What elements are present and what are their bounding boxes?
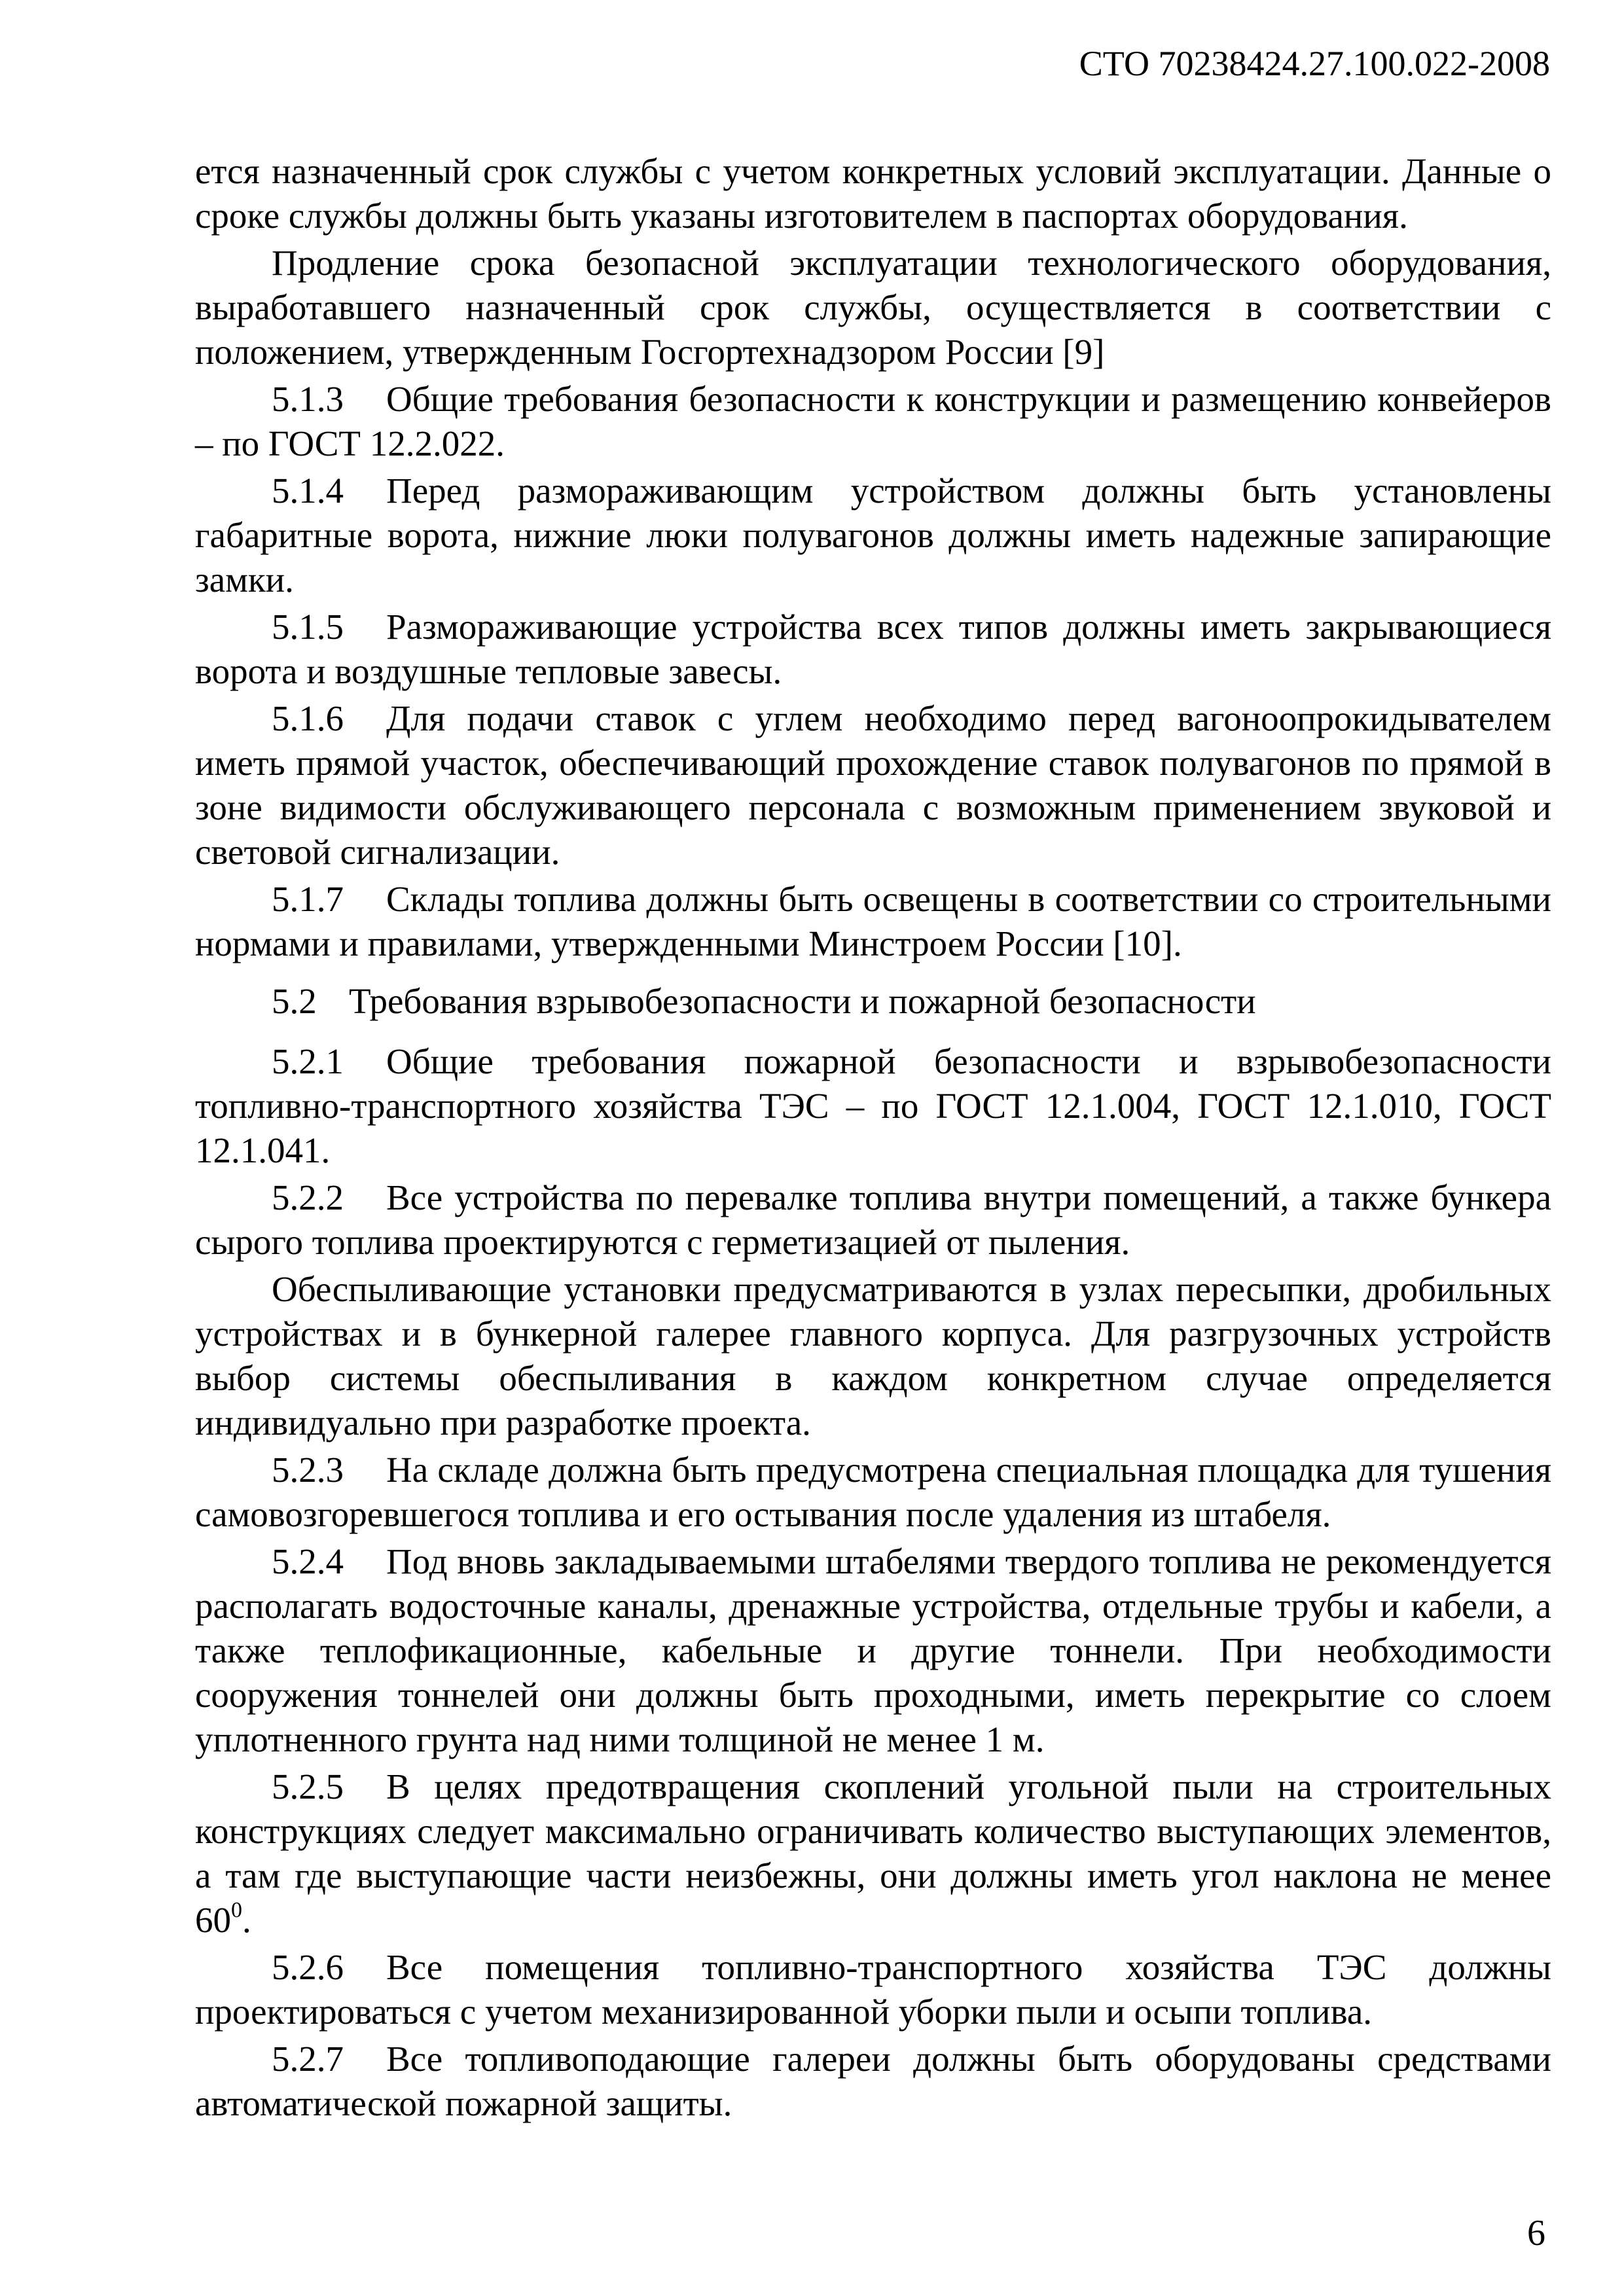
clause-text: Перед размораживающим устройством должны быть установлены габаритные ворота, нижние люки полувагонов должны иметь надежные запирающие замки. [195,471,1551,600]
clause-number: 5.1.6 [272,698,344,738]
clause-5-2-2 [195,1175,1551,1265]
clause-5-1-6 [195,696,1551,874]
clause-5-2-3 [195,1448,1551,1537]
clause-5-1-3 [195,377,1551,466]
clause-number: 5.1.7 [272,879,344,919]
clause-text: В целях предотвращения скоплений угольной пыли на строительных конструкциях следует максимально ограничивать количество выступающих элементов, а там где выступающие части неизбежны, они должны иметь угол наклона не менее 60 [195,1767,1551,1940]
page-number: 6 [1527,2213,1545,2253]
clause-number: 5.2.1 [272,1041,344,1081]
clause-text: Все топливоподающие галереи должны быть оборудованы средствами автоматической пожарной защиты. [195,2039,1551,2123]
section-number: 5.2 [272,981,317,1021]
clause-5-2-5 [195,1765,1551,1943]
clause-5-1-4 [195,469,1551,602]
document-body [195,149,1551,2128]
clause-text-tail: . [242,1900,251,1940]
clause-text: Размораживающие устройства всех типов должны иметь закрывающиеся ворота и воздушные тепловые завесы. [195,607,1551,691]
clause-5-1-7 [195,877,1551,966]
clause-text: Общие требования безопасности к конструкции и размещению конвейеров – по ГОСТ 12.2.022. [195,379,1551,463]
clause-text: На складе должна быть предусмотрена специальная площадка для тушения самовозгоревшегося топлива и его остывания после удаления из штабеля. [195,1450,1551,1534]
clause-text: Все устройства по перевалке топлива внутри помещений, а также бункера сырого топлива проектируются с герметизацией от пыления. [195,1177,1551,1262]
clause-5-2-7 [195,2037,1551,2126]
clause-5-1-5 [195,605,1551,694]
section-heading-5-2 [195,979,1551,1024]
clause-number: 5.2.5 [272,1767,344,1806]
clause-number: 5.1.5 [272,607,344,647]
clause-number: 5.2.4 [272,1541,344,1581]
degree-superscript: 0 [231,1897,242,1922]
clause-text: Все помещения топливно-транспортного хозяйства ТЭС должны проектироваться с учетом механизированной уборки пыли и осыпи топлива. [195,1947,1551,2032]
clause-5-2-6 [195,1945,1551,2034]
paragraph-continuation: ется назначенный срок службы с учетом конкретных условий эксплуатации. Данные о сроке службы должны быть указаны изготовителем в паспортах оборудования. [195,151,1551,236]
clause-number: 5.2.6 [272,1947,344,1987]
paragraph-dedusting: Обеспыливающие установки предусматриваются в узлах пересыпки, дробильных устройствах и в бункерной галерее главного корпуса. Для разгрузочных устройств выбор системы обеспыливания в каждом конкретном случае определяется индивидуально при разработке проекта. [195,1269,1551,1443]
clause-text: Под вновь закладываемыми штабелями твердого топлива не рекомендуется располагать водосточные каналы, дренажные устройства, отдельные трубы и кабели, а также теплофикационные, кабельные и другие тоннели. При необходимости сооружения тоннелей они должны быть проходными, иметь перекрытие со слоем уплотненного грунта над ними толщиной не менее 1 м. [195,1541,1551,1759]
paragraph-service-life-extension: Продление срока безопасной эксплуатации технологического оборудования, выработавшего назначенный срок службы, осуществляется в соответствии с положением, утвержденным Госгортехнадзором России [9] [195,243,1551,372]
clause-5-2-1 [195,1039,1551,1173]
clause-text: Склады топлива должны быть освещены в соответствии со строительными нормами и правилами, утвержденными Минстроем России [10]. [195,879,1551,963]
clause-number: 5.1.3 [272,379,344,419]
clause-number: 5.2.2 [272,1177,344,1217]
clause-number: 5.2.3 [272,1450,344,1490]
clause-number: 5.2.7 [272,2039,344,2079]
document-code: СТО 70238424.27.100.022-2008 [1079,44,1550,83]
clause-number: 5.1.4 [272,471,344,511]
clause-text: Для подачи ставок с углем необходимо перед вагоноопрокидывателем иметь прямой участок, обеспечивающий прохождение ставок полувагонов по прямой в зоне видимости обслуживающего персонала с возможным применением звуковой и световой сигнализации. [195,698,1551,872]
clause-5-2-4 [195,1539,1551,1762]
section-title: Требования взрывобезопасности и пожарной безопасности [349,981,1256,1021]
clause-text: Общие требования пожарной безопасности и взрывобезопасности топливно-транспортного хозяйства ТЭС – по ГОСТ 12.1.004, ГОСТ 12.1.010, ГОСТ 12.1.041. [195,1041,1551,1170]
